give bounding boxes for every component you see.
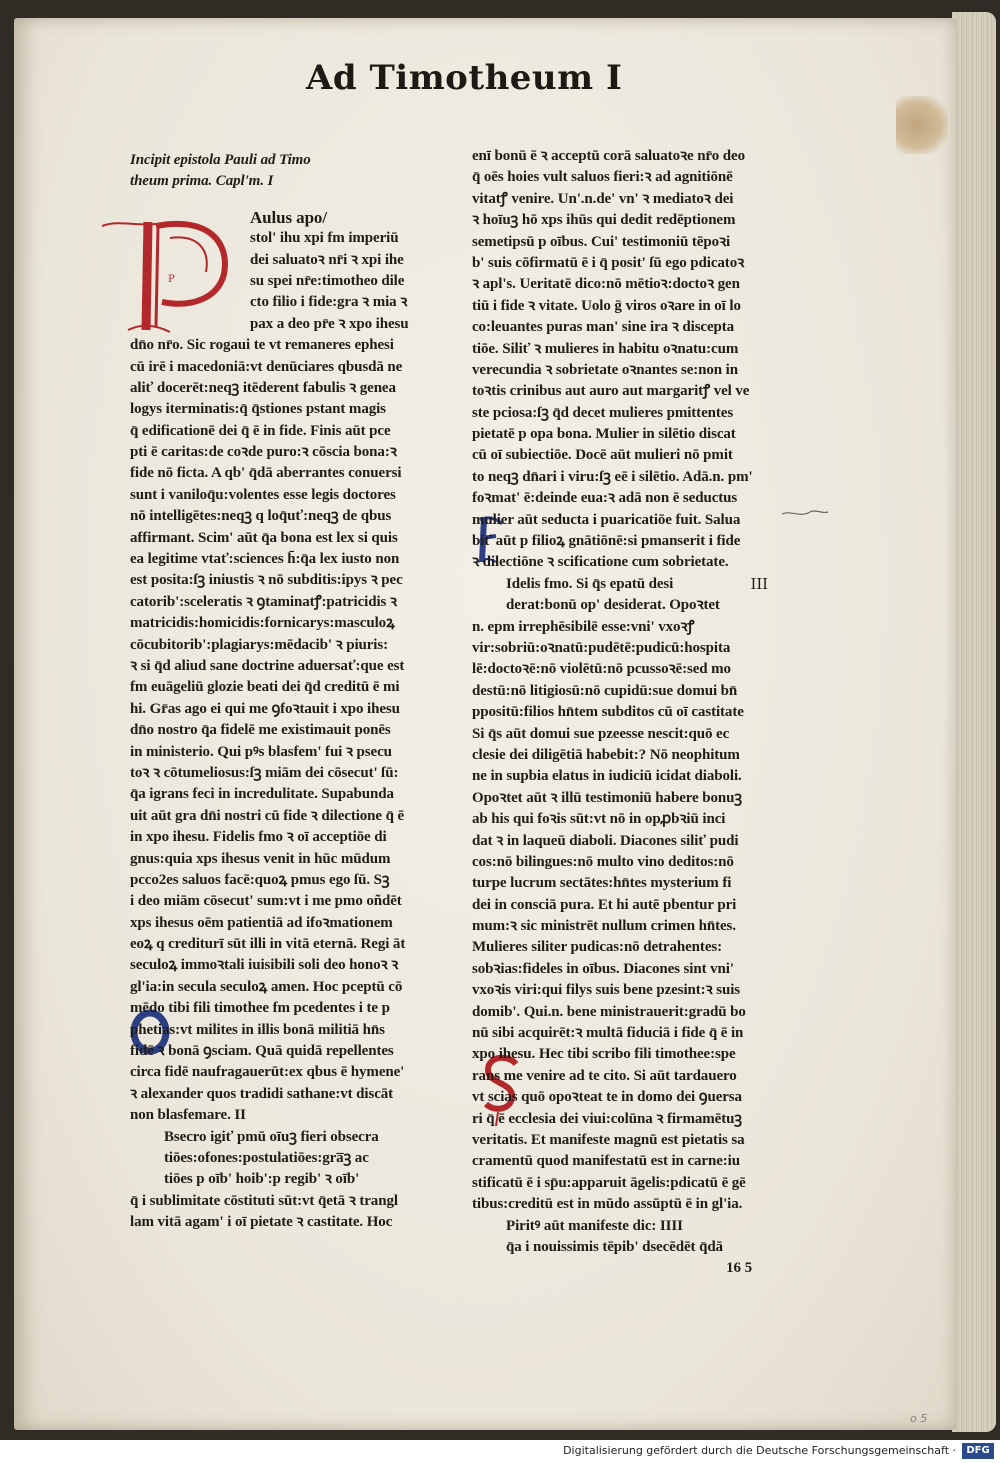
text-line: catorib':sceleratis ꝛ ꝯtaminatꝭ:patricidis ꝛ xyxy=(130,593,397,610)
text-line: veritatis. Et manifeste magnū est pietatis sa xyxy=(472,1131,745,1148)
text-line: xps ihesus oēm patientiā ad ifoꝛmationem xyxy=(130,914,393,931)
text-line: Aulus apo/ xyxy=(250,207,327,227)
text-line: su spei nr̄e:timotheo dile xyxy=(250,272,405,289)
text-line: Piritꝰ aūt manifeste dic: IIII xyxy=(506,1217,683,1234)
text-line: vir:sobriū:oꝛnatū:pudētē:pudicū:hospita xyxy=(472,639,731,656)
text-line: b' suis cōfirmatū ē i q̄ posit' ſū ego pdicatoꝛ xyxy=(472,254,745,271)
text-line: cōcubitorib':plagiarys:mēdacib' ꝛ piuris: xyxy=(130,636,389,653)
chapter-marker-line xyxy=(472,574,772,595)
text-line: tiōe. Siliť ꝛ mulieres in habitu oꝛnatu:cum xyxy=(472,340,739,357)
text-line: i deo miām cōsecut' sum:vt i me pmo oñdēt xyxy=(130,893,402,910)
pencil-note: o 5 xyxy=(910,1412,928,1425)
text-line: turpe lucrum sectātes:hn̄tes mysterium fi xyxy=(472,875,732,892)
text-line: dn̄o nr̄o. Sic rogaui te vt remaneres ephesi xyxy=(130,337,394,354)
text-line: gnus:quia xps ihesus venit in hūc mūdum xyxy=(130,850,391,867)
text-line: pcco2es saluos facē:quoꝝ pmus ego ſū. Sꝫ xyxy=(130,871,390,888)
incipit-heading xyxy=(130,150,430,193)
text-line: dn̄o nostro q̄a fidelē me existimauit ponēs xyxy=(130,722,391,739)
footer-bar xyxy=(0,1440,1000,1463)
text-line: mulier aūt seducta i puaricatiōe fuit. Salua xyxy=(472,511,741,528)
text-line: est posita:ſꝫ iniustis ꝛ nō subditis:ipys ꝛ pec xyxy=(130,572,403,589)
text-line: vt scias quō opoꝛteat te in domo dei ꝯuersa xyxy=(472,1089,742,1106)
text-line: foꝛmat' ē:deinde eua:ꝛ adā non ē seductus xyxy=(472,490,738,507)
text-line: Opoꝛtet aūt ꝛ illū testimoniū habere bonuꝫ xyxy=(472,789,742,806)
funding-credit: Digitalisierung gefördert durch die Deutsche Forschungsgemeinschaft · xyxy=(563,1444,956,1457)
text-line: vitatꝭ venire. Un'.n.de' vn' ꝛ mediatoꝛ dei xyxy=(472,190,734,207)
text-line: sunt i vaniloq̄u:volentes esse legis doctores xyxy=(130,486,396,503)
chapter-end-line: non blasfemare. II xyxy=(130,1107,246,1124)
text-line: fidē ꝛ bonā ꝯsciam. Quā quidā repellentes xyxy=(130,1043,394,1060)
text-line: nō intelligētes:neqꝫ q loq̄uť:neqꝫ de qbus xyxy=(130,508,392,525)
text-line: ꝛ apl's. Ueritatē dico:nō mētioꝛ:doctoꝛ gen xyxy=(472,276,740,293)
text-line: eoꝝ q crediturī sūt illi in vitā eternā. Regi āt xyxy=(130,936,406,953)
text-line: destū:nō litigiosū:nō cupidū:sue domui bn̄ xyxy=(472,682,738,699)
text-line: matricidis:homicidis:fornicarys:masculoꝝ xyxy=(130,615,395,632)
text-line: Si q̄s aūt domui sue pzeesse nescit:quō ec xyxy=(472,725,730,742)
text-line: ab his qui foꝛis sūt:vt nō in opꝓbꝛiū inci xyxy=(472,811,726,828)
text-line: gl'ia:in secula seculoꝝ amen. Hoc pceptū cō xyxy=(130,978,403,995)
text-line: toꝛtis crinibus aut auro aut margaritꝭ vel ve xyxy=(472,383,750,400)
text-line: lam vitā agam' i oī pietate ꝛ castitate. Hoc xyxy=(130,1214,393,1231)
svg-text:P: P xyxy=(168,274,175,285)
text-line: affirmant. Scim' aūt q̄a bona est lex si quis xyxy=(130,529,398,546)
text-line: cū oī subiectiōe. Docē aūt mulieri nō pmit xyxy=(472,447,733,464)
text-line: stificatū ē i sp̄u:apparuit āgelis:pdicatū ē gē xyxy=(472,1174,746,1191)
signature-mark: 16 5 xyxy=(726,1260,752,1277)
text-line: ne in supbia elatus in iudiciū icidat diaboli. xyxy=(472,768,742,785)
text-line: to neqꝫ dn̄ari i viru:ſꝫ eē i silētio. Adā.n. pm' xyxy=(472,468,753,485)
text-line: dat ꝛ in laqueū diaboli. Diacones siliť pudi xyxy=(472,832,739,849)
text-line: cramentū quod manifestatū est in carne:iu xyxy=(472,1153,740,1170)
text-line: tiōes:ofones:postulatiōes:gra̅ꝫ ac xyxy=(164,1149,369,1166)
text-line: toꝛ ꝛ cōtumeliosus:ſꝫ miām dei cōsecut' ſū: xyxy=(130,764,399,781)
text-line: dei saluatoꝛ nr̄i ꝛ xpi ihe xyxy=(250,251,404,268)
text-line: in ministerio. Qui pꝰs blasfem' fui ꝛ psecu xyxy=(130,743,392,760)
text-line: theum prima. Capl'm. I xyxy=(130,173,274,190)
text-line: ꝛ si q̄d aliud sane doctrine aduersať:que est xyxy=(130,657,405,674)
text-line: ꝛ hoīuꝫ hō xps ihūs qui dedit redēptionem xyxy=(472,212,736,229)
text-line: q̄ oēs hoies vult saluos fieri:ꝛ ad agnitiōnē xyxy=(472,169,733,186)
text-line: q̄a igrans feci in incredulitate. Supabunda xyxy=(130,786,394,803)
text-line: ste pciosa:ſꝫ q̄d decet mulieres pmittentes xyxy=(472,404,734,421)
text-line: aliť docerēt:neqꝫ itēderent fabulis ꝛ genea xyxy=(130,379,396,396)
text-line: uit aūt gra dn̄i nostri cū fide ꝛ dilectione q̄ ē xyxy=(130,807,405,824)
text-line: pax a deo pr̄e ꝛ xpo ihesu xyxy=(250,315,409,332)
text-line: derat:bonū op' desiderat. Opoꝛtet xyxy=(506,597,720,614)
text-line: cos:nō bilingues:nō multo vino deditos:nō xyxy=(472,853,734,870)
right-column xyxy=(472,146,772,1280)
text-line: enī bonū ē ꝛ acceptū corā saluatoꝛe nr̄o deo xyxy=(472,148,745,164)
text-line: mēdo tibi fili timothee fm pcedentes i te p xyxy=(130,1000,390,1017)
text-line: pietatē p opa bona. Mulier in silētio discat xyxy=(472,426,736,443)
book-page-edges xyxy=(952,12,996,1432)
text-line: ri q̄ ē ecclesia dei viui:colūna ꝛ firmamētuꝫ xyxy=(472,1110,742,1127)
text-line: q̄ i sublimitate cōstituti sūt:vt q̄etā ꝛ trangl xyxy=(130,1192,398,1209)
text-line: tibus:creditū est in mūdo assūptū ē in gl'ia. xyxy=(472,1196,743,1213)
left-column xyxy=(130,150,430,1234)
text-line: mum:ꝛ sic ministrēt nullum crimen hn̄tes. xyxy=(472,918,736,935)
text-line: n. epm irrephēsibilē esse:vni' vxoꝛꝭ xyxy=(472,618,695,635)
text-line: rans me venire ad te cito. Si aūt tardauero xyxy=(472,1067,737,1084)
text-line: cū irē i macedoniā:vt denūciares qbusdā ne xyxy=(130,358,403,375)
chapter-number: III xyxy=(750,574,768,593)
text-line: co:leuantes puras man' sine ira ꝛ discepta xyxy=(472,319,735,336)
text-line: semetipsū p oībus. Cui' testimoniū tēpoꝛi xyxy=(472,233,731,250)
text-line: q̄a i nouissimis tēpib' dsecēdēt q̄dā xyxy=(506,1238,723,1255)
text-line: hi. Gr̄as ago ei qui me ꝯfoꝛtauit i xpo ihesu xyxy=(130,700,400,717)
text-line: cto filio i fide:gra ꝛ mia ꝛ xyxy=(250,294,408,311)
text-line: vxoꝛis viri:qui filys suis bene pzesint:ꝛ suis xyxy=(472,982,740,999)
text-line: fm euāgeliū glozie beati dei q̄d creditū ē mi xyxy=(130,679,400,696)
marginal-pen-flourish xyxy=(780,506,830,520)
dfg-logo: DFG xyxy=(962,1443,994,1459)
text-line: clesie dei diligētiā habebit:? Nō neophitum xyxy=(472,746,740,763)
text-line: ppositū:filios hn̄tem subditos cū oī castitate xyxy=(472,704,744,721)
text-line: phetias:vt milites in illis bonā militiā hn̄s xyxy=(130,1021,385,1038)
text-line: Idelis fmo. Si q̄s epatū desi xyxy=(506,575,674,592)
text-line: ea legitime vtať:sciences h̄:q̄a lex iusto non xyxy=(130,551,400,568)
text-line: dei in consciā pura. Et hi autē pbentur pri xyxy=(472,896,737,913)
text-line: biť aūt p filioꝝ gnātiōnē:si pmanserit i fide xyxy=(472,533,741,550)
text-line: Incipit epistola Pauli ad Timo xyxy=(130,152,311,168)
text-line: verecundia ꝛ sobrietate oꝛnantes se:non in xyxy=(472,361,738,378)
text-line: sobꝛias:fideles in oībus. Diacones sint vni' xyxy=(472,960,734,977)
text-line: xpo ihesu. Hec tibi scribo fili timothee:spe xyxy=(472,1046,736,1063)
text-line: in xpo ihesu. Fidelis fmo ꝛ oī acceptiōe di xyxy=(130,829,387,846)
text-line: pti ē caritas:de coꝛde puro:ꝛ cōscia bona:ꝛ xyxy=(130,444,397,461)
text-line: ꝛ alexander quos tradidi sathane:vt discāt xyxy=(130,1085,394,1102)
text-line: seculoꝝ immoꝛtali iuisibili soli deo honoꝛ ꝛ xyxy=(130,957,399,974)
running-head: Ad Timotheum I xyxy=(306,58,623,98)
text-line: Bsecro igiť pmū oīuꝫ fieri obsecra xyxy=(164,1128,379,1145)
paper-stain xyxy=(896,96,948,154)
text-line: fide nō ficta. A qb' q̄dā aberrantes conuersi xyxy=(130,465,402,482)
text-line: circa fidē naufragauerūt:ex qbus ē hymene' xyxy=(130,1064,405,1081)
text-line: q̄ edificationē dei q̄ ē in fide. Finis aūt pce xyxy=(130,422,391,439)
text-line: domib'. Qui.n. bene ministrauerit:gradū bo xyxy=(472,1003,746,1020)
text-line: tiū i fide ꝛ vitate. Uolo ḡ viros oꝛare in oī lo xyxy=(472,297,741,314)
text-line: tiōes p oīb' hoib':p regib' ꝛ oīb' xyxy=(164,1171,360,1188)
text-line: stol' ihu xpi fm imperiū xyxy=(250,230,399,247)
text-line: nū sibi acquirēt:ꝛ multā fiduciā i fide q̄ ē in xyxy=(472,1025,744,1042)
text-line: lē:doctoꝛē:nō violētū:nō pcussoꝛē:sed mo xyxy=(472,661,731,678)
text-line: ꝛ dilectiōne ꝛ scificatione cum sobrietate. xyxy=(472,554,729,571)
text-line: logys iterminatis:q̄ q̄stiones pstant magis xyxy=(130,401,386,418)
text-line: Mulieres siliter pudicas:nō detrahentes: xyxy=(472,939,723,956)
